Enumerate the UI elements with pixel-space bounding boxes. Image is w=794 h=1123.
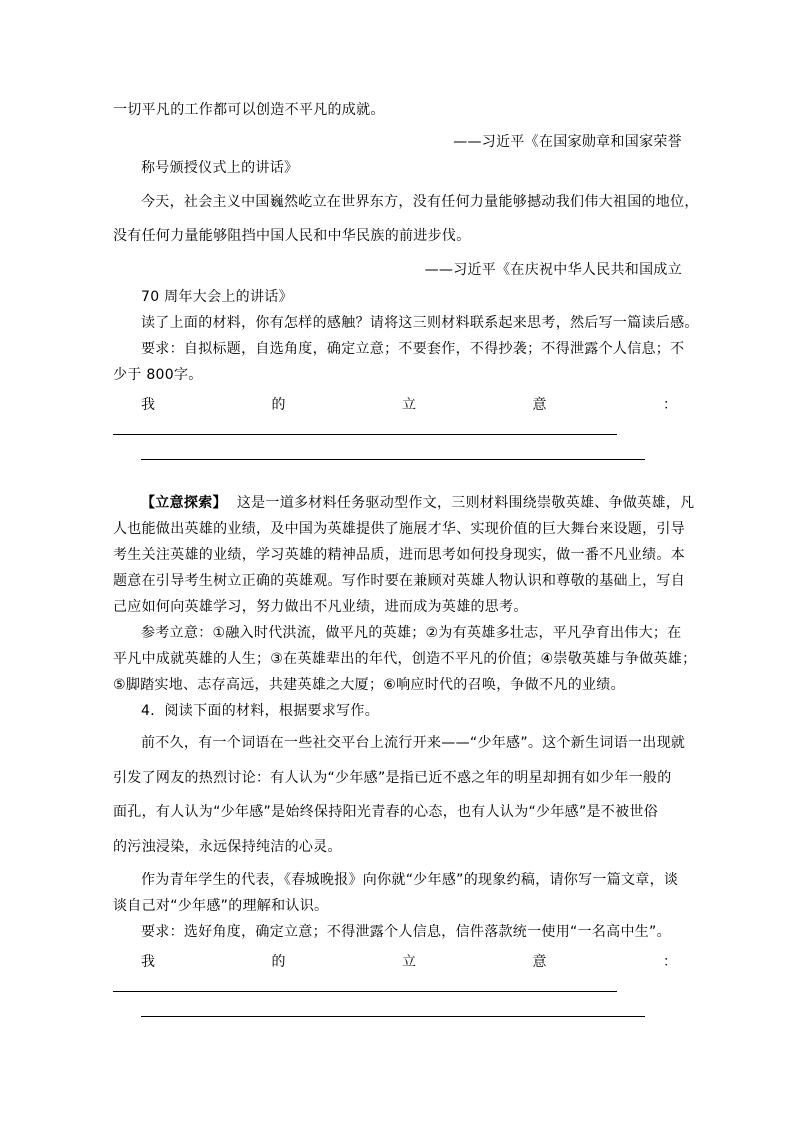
answer-line[interactable]: [141, 459, 645, 460]
material2-source-cont: 70 周年大会上的讲话》: [141, 289, 293, 305]
answer-label-char: 的: [271, 954, 286, 970]
answer-label-2: [141, 952, 677, 972]
analysis-text: 考生关注英雄的业绩，学习英雄的精神品质，进而思考如何投身现实，做一番不凡业绩。本: [113, 547, 685, 563]
material2-text: 今天，社会主义中国巍然屹立在世界东方，没有任何力量能够撼动我们伟大祖国的地位，: [141, 194, 699, 210]
reference-text: 参考立意：①融入时代洪流，做平凡的英雄；②为有英雄多壮志，平凡孕育出伟大；在: [141, 625, 682, 641]
analysis-first-line: [141, 493, 694, 513]
task-requirement: 要求：自拟标题，自选角度，确定立意；不要套作，不得抄袭；不得泄露个人信息；不: [141, 341, 685, 357]
analysis-label: 【立意探索】: [141, 495, 227, 511]
q4-requirement: 要求：选好角度，确定立意；不得泄露个人信息，信件落款统一使用“一名高中生”。: [141, 924, 671, 940]
task-prompt: 读了上面的材料，你有怎样的感触？请将这三则材料联系起来思考，然后写一篇读后感。: [141, 315, 699, 331]
answer-label-char: 的: [271, 397, 286, 413]
answer-line[interactable]: [141, 1016, 645, 1017]
answer-label-char: 立: [402, 954, 416, 970]
analysis-text: 己应如何向英雄学习，努力做出不凡业绩，进而成为英雄的思考。: [113, 599, 528, 615]
reference-text: ⑤脚踏实地、志存高远，共建英雄之大厦；⑥响应时代的召唤，争做不凡的业绩。: [113, 677, 625, 693]
answer-line[interactable]: [113, 991, 617, 992]
answer-label-char: 立: [402, 397, 416, 413]
material2-text-cont: 没有任何力量能够阻挡中国人民和中华民族的前进步伐。: [113, 228, 471, 244]
analysis-text: 人也能做出英雄的业绩，及中国为英雄提供了施展才华、实现价值的巨大舞台来设题，引导: [113, 521, 685, 537]
material2-source: ——习近平《在庆祝中华人民共和国成立: [424, 262, 682, 278]
answer-label-char: ：: [663, 954, 677, 970]
reference-text: 平凡中成就英雄的人生；③在英雄辈出的年代，创造不平凡的价值；④崇敬英雄与争做英雄；: [113, 651, 697, 667]
answer-label-char: ：: [663, 397, 677, 413]
material1-text: 一切平凡的工作都可以创造不平凡的成就。: [113, 102, 385, 118]
answer-label-char: 意: [532, 397, 547, 413]
q4-material-text: 引发了网友的热烈讨论：有人认为“少年感”是指已近不惑之年的明星却拥有如少年一般的: [113, 770, 672, 786]
answer-line[interactable]: [113, 434, 617, 435]
task-requirement-cont: 少于 800字。: [113, 367, 203, 383]
analysis-text: 这是一道多材料任务驱动型作文，三则材料围绕崇敬英雄、争做英雄，凡: [236, 495, 695, 511]
analysis-text: 题意在引导考生树立正确的英雄观。写作时要在兼顾对英雄人物认识和尊敬的基础上，写自: [113, 573, 685, 589]
q4-material-text: 的污浊浸染，永远保持纯洁的心灵。: [113, 839, 342, 855]
question-4-title: 4．阅读下面的材料，根据要求写作。: [141, 703, 380, 719]
answer-label-char: 我: [141, 954, 155, 970]
q4-material-text: 面孔，有人认为“少年感”是始终保持阳光青春的心态，也有人认为“少年感”是不被世俗: [113, 804, 659, 820]
answer-label-1: [141, 395, 677, 415]
q4-task-text: 谈自己对“少年感”的理解和认识。: [113, 898, 329, 914]
q4-material-text: 前不久，有一个词语在一些社交平台上流行开来——“少年感”。这个新生词语一出现就: [141, 735, 686, 751]
material1-source: ——习近平《在国家勋章和国家荣誉: [453, 134, 682, 150]
material1-source-cont: 称号颁授仪式上的讲话》: [141, 160, 299, 176]
answer-label-char: 我: [141, 397, 155, 413]
answer-label-char: 意: [532, 954, 547, 970]
q4-task-text: 作为青年学生的代表，《春城晚报》向你就“少年感”的现象约稿，请你写一篇文章，谈: [141, 872, 679, 888]
